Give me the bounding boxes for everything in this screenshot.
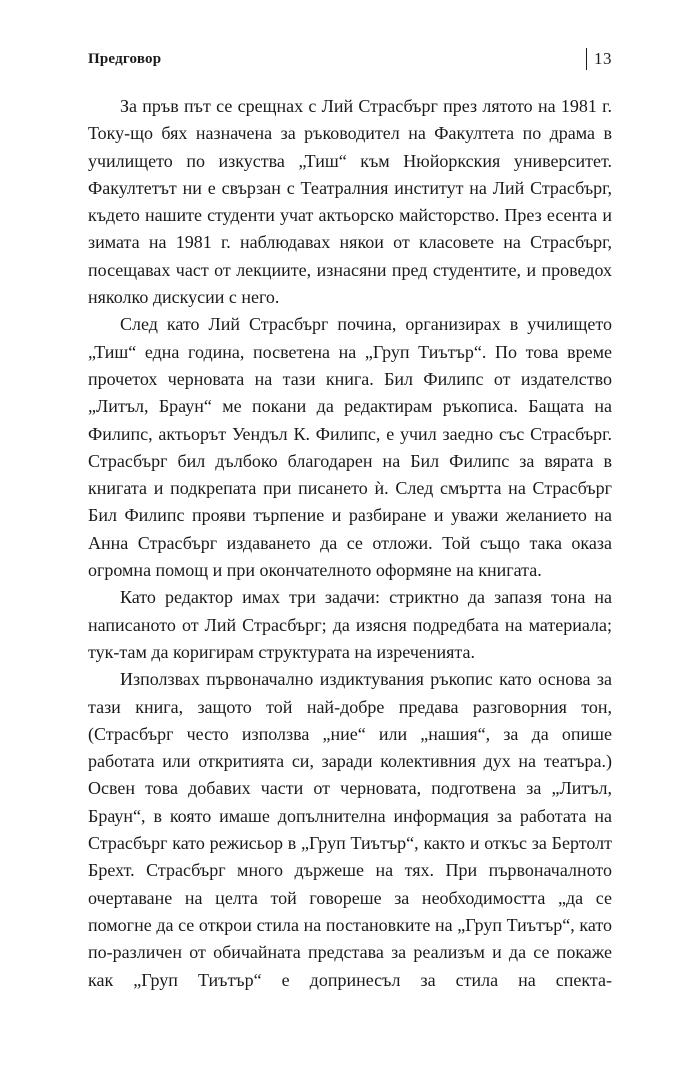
paragraph-1: За пръв път се срещнах с Лий Страсбърг през лятото на 1981 г. Току-що бях назначена за ръководител на Факултета по драма в училището по изкуства „Тиш“ към Нюйоркския университет. Факултетът ни е свързан с Театралния институт на Лий Страсбърг, където нашите студенти учат актьорско майсторство. През есента и зимата на 1981 г. наблюдавах някои от класовете на Страсбърг, посещавах част от лекциите, изнасяни пред студентите, и проведох няколко дискусии с него. (88, 96, 612, 308)
page-number-value: 13 (594, 49, 612, 68)
running-header (88, 46, 612, 70)
running-header-title: Предговор (88, 51, 162, 67)
body-text (88, 93, 612, 994)
page-number (586, 48, 612, 70)
paragraph-4: Използвах първоначално издиктувания ръкопис като основа за тази книга, защото той най-добре предава разговорния тон, (Страсбърг често използва „ние“ или „нашия“, за да опише работата или откритията си, заради колективния дух на театъра.) Освен това добавих части от черновата, подготвена за „Литъл, Браун“, в която имаше допълнителна информация за работата на Страсбърг като режисьор в „Груп Тиътър“, както и откъс за Бертолт Брехт. Страсбърг много държеше на тях. При първоначалното очертаване на целта той говореше за необходимостта „да се помогне да се открои стила на постановките на „Груп Тиътър“, като по-различен от обичайната представа за реализъм и да се покаже как „Груп Тиътър“ е допринесъл за стила на спекта- (88, 669, 612, 990)
paragraph-2: След като Лий Страсбърг почина, организирах в училището „Тиш“ една година, посветена на „Груп Тиътър“. По това време прочетох черновата на тази книга. Бил Филипс от издателство „Литъл, Браун“ ме покани да редактирам ръкописа. Бащата на Филипс, актьорът Уендъл К. Филипс, е учил заедно със Страсбърг. Страсбърг бил дълбоко благодарен на Бил Филипс за вярата в книгата и подкрепата при писането ѝ. След смъртта на Страсбърг Бил Филипс прояви търпение и разбиране и уважи желанието на Анна Страсбърг издаването да се отложи. Той също така оказа огромна помощ и при окончателното оформяне на книгата. (88, 314, 612, 581)
folio-divider (586, 48, 587, 70)
paragraph-3: Като редактор имах три задачи: стриктно да запазя тона на написаното от Лий Страсбърг; да изясня подредбата на материала; тук-там да коригирам структурата на изреченията. (88, 587, 612, 662)
